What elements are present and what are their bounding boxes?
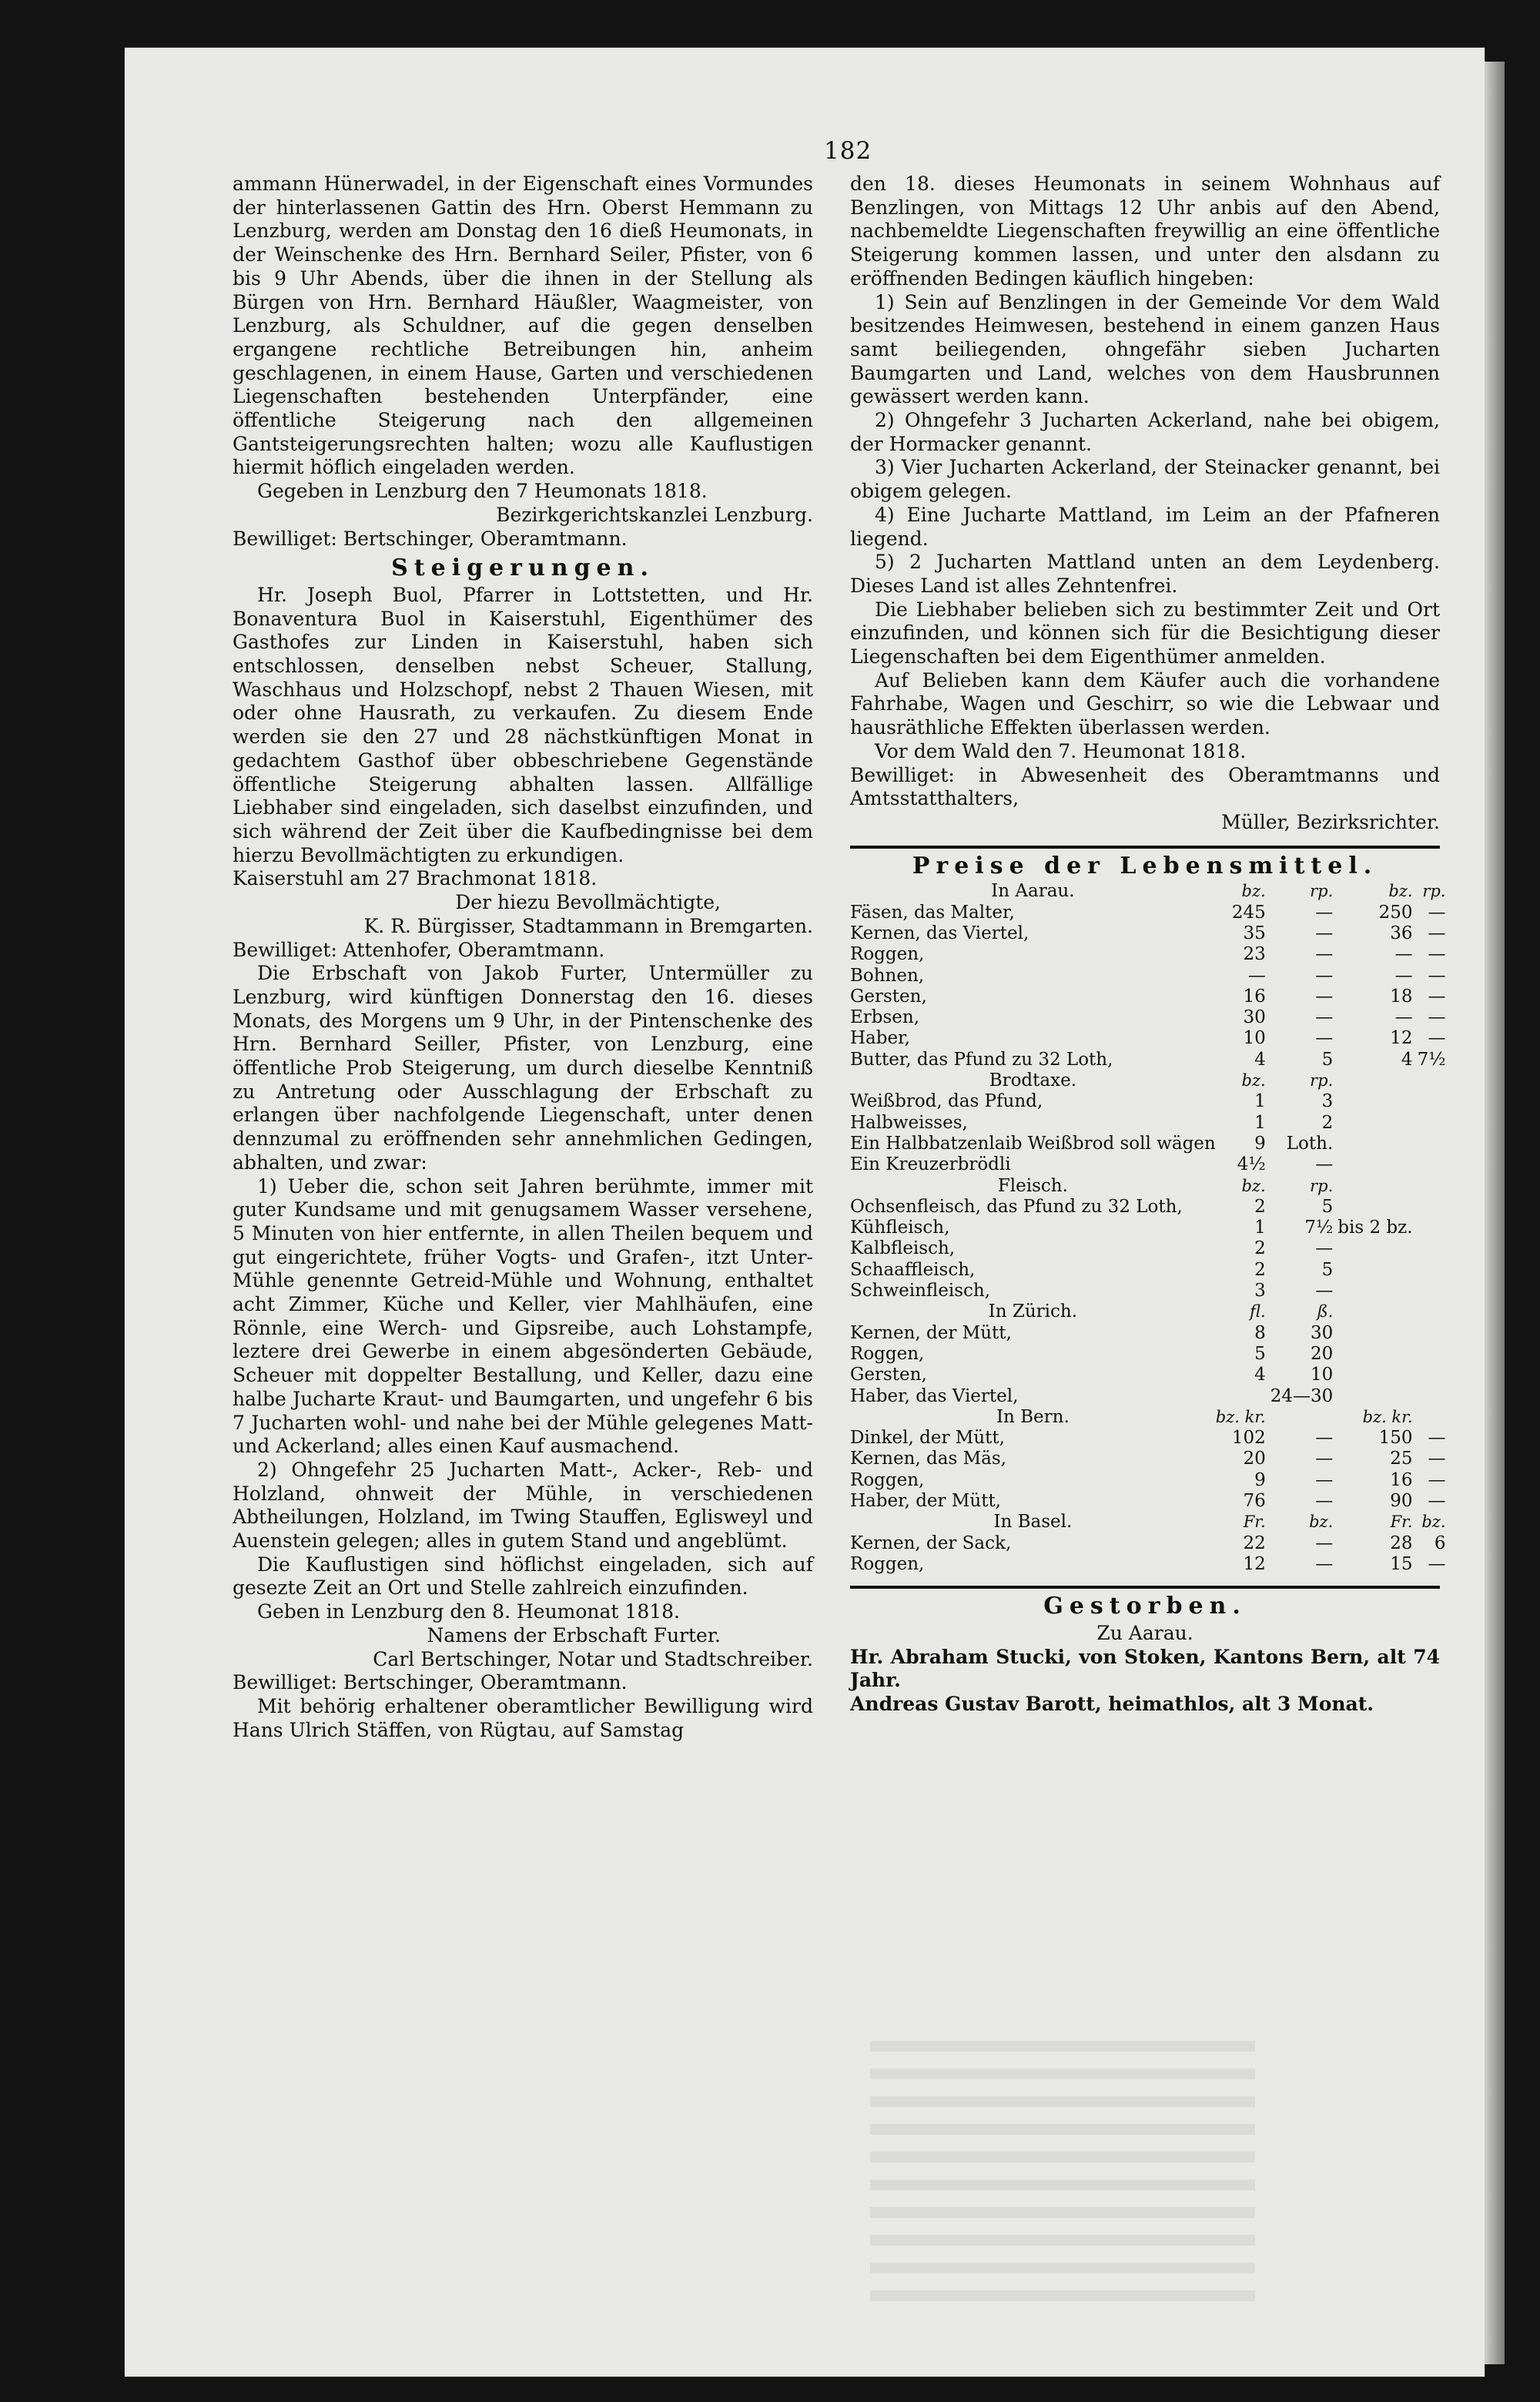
price-value: [1337, 1197, 1417, 1218]
price-label: Roggen,: [850, 1343, 925, 1364]
price-value: bz.: [1241, 1071, 1266, 1090]
price-value: —: [1428, 902, 1446, 923]
price-value: [1337, 1134, 1417, 1154]
price-row: [850, 923, 1451, 944]
price-row: [850, 1533, 1451, 1554]
price-row: [850, 1091, 1451, 1112]
price-section-header: [850, 1512, 1451, 1533]
price-value: —: [1315, 1553, 1334, 1574]
price-value: bz.: [1241, 882, 1266, 901]
price-value: 2: [1254, 1238, 1266, 1259]
price-label: Kernen, der Sack,: [850, 1533, 1012, 1553]
price-label: In Basel.: [993, 1512, 1073, 1533]
price-value: [1418, 1260, 1451, 1281]
price-value: [1337, 1238, 1417, 1259]
price-value: 9: [1254, 1133, 1266, 1154]
price-value: rp.: [1422, 882, 1446, 901]
price-value: —: [1428, 1491, 1446, 1511]
paragraph: 3) Vier Jucharten Ackerland, der Steinacker genannt, bei obigem gelegen.: [850, 456, 1440, 503]
price-value: bz.: [1309, 1513, 1334, 1532]
price-value: bz. kr.: [1215, 1407, 1266, 1426]
price-value: [1337, 1365, 1417, 1385]
price-value: —: [1315, 965, 1334, 986]
price-row: [850, 1470, 1451, 1491]
price-value: —: [1315, 1469, 1334, 1490]
price-row: [850, 987, 1451, 1007]
price-row: [850, 1386, 1451, 1407]
price-value: [1337, 1281, 1417, 1302]
price-label: Bohnen,: [850, 965, 925, 986]
section-rule: [850, 846, 1440, 849]
price-value: [1337, 1260, 1417, 1281]
paragraph: Die Erbschaft von Jakob Furter, Untermüller zu Lenzburg, wird künftigen Donnerstag den 16. dieses Monats, des Morgens um 9 Uhr, in der Pintenschenke des Hrn. Bernhard Seiller, Pfister, von Lenzburg, eine öffentliche Prob Steigerung, um durch dieselbe Kenntniß zu Antretung oder Ausschlagung der Erbschaft zu erlangen über nachfolgende Liegenschaft, unter denen dennzumal zu eröffnenden sehr annehmlichen Gedingen, abhalten, und zwar:: [233, 962, 813, 1174]
price-row: [850, 1365, 1451, 1385]
paragraph: den 18. dieses Heumonats in seinem Wohnhaus auf Benzlingen, von Mittags 12 Uhr anbis auf den Abend, nachbemeldte Liegenschaften freywillig an eine öffentliche Steigerung kommen lassen, und unter den alsdann zu eröffnenden Bedingen käuflich hingeben:: [850, 173, 1440, 290]
price-value: [1337, 1344, 1417, 1365]
left-column: [233, 173, 813, 1742]
price-value: bz.: [1421, 1513, 1446, 1532]
price-value: 23: [1243, 944, 1266, 965]
price-value: 1: [1254, 1112, 1266, 1133]
price-value: 30: [1310, 1322, 1334, 1343]
page-edge-shadow: [1485, 62, 1505, 2364]
price-value: Fr.: [1390, 1513, 1413, 1532]
paragraph: Gegeben in Lenzburg den 7 Heumonats 1818.: [257, 480, 708, 503]
price-row: [850, 903, 1451, 923]
price-value: [1418, 1281, 1451, 1302]
price-value: 2: [1321, 1112, 1334, 1133]
price-value: bis 2 bz.: [1337, 1218, 1413, 1238]
price-section-header: [850, 1407, 1451, 1428]
price-value: 16: [1243, 986, 1266, 1007]
price-value: [1337, 1154, 1417, 1175]
death-entry: Andreas Gustav Barott, heimathlos, alt 3 Monat.: [850, 1693, 1374, 1715]
price-value: 4: [1254, 1049, 1266, 1070]
paragraph: 1) Ueber die, schon seit Jahren berühmte, immer mit guter Kundsame und mit genugsamem Wasser versehene, 5 Minuten von hier entfernte, in allen Theilen bequem und gut eingerichtete, früher Vogts- und Grafen-, itzt Unter-Mühle genennte Getreid-Mühle und Wohnung, enthaltet acht Zimmer, Küche und Keller, vier Mahlhäufen, eine Rönnle, eine Werch- und Gipsreibe, auch Lohstampfe, leztere drei Gewerbe in einem abgesönderten Gebäude, Scheuer mit doppelter Bestallung, und Keller, dazu eine halbe Jucharte Kraut- und Baumgarten, und ungefehr 6 bis 7 Jucharten wohl- und nahe bei der Mühle gelegenes Matt- und Ackerland; alles einen Kauf ausmachend.: [233, 1174, 813, 1458]
price-value: 12: [1390, 1028, 1413, 1049]
price-value: ß.: [1317, 1302, 1334, 1322]
price-value: —: [1315, 1007, 1334, 1028]
bleed-through-text: [870, 2041, 1255, 2318]
price-section-header: [850, 1302, 1451, 1322]
price-value: —: [1428, 1553, 1446, 1574]
price-value: 150: [1378, 1428, 1413, 1449]
price-value: bz.: [1388, 882, 1413, 901]
paragraph: Der hiezu Bevollmächtigte,: [455, 891, 721, 914]
price-row: [850, 944, 1451, 965]
price-value: —: [1315, 1281, 1334, 1302]
price-value: Loth.: [1286, 1133, 1334, 1154]
price-value: rp.: [1310, 882, 1334, 901]
price-row: [850, 1028, 1451, 1049]
price-value: [1418, 1344, 1451, 1365]
price-label: Butter, das Pfund zu 32 Loth,: [850, 1049, 1113, 1070]
paragraph: Bezirkgerichtskanzlei Lenzburg.: [496, 503, 813, 526]
price-value: [1418, 1176, 1451, 1197]
paragraph: Auf Belieben kann dem Käufer auch die vorhandene Fahrhabe, Wagen und Geschirr, so wie die Lebwaar und hausräthliche Effekten überlassen werden.: [850, 668, 1440, 739]
price-value: [1418, 1323, 1451, 1344]
paragraph: Die Kauflustigen sind höflichst eingeladen, sich auf gesezte Zeit an Ort und Stelle zahlreich einzufinden.: [233, 1553, 813, 1600]
price-label: Weißbrod, das Pfund,: [850, 1091, 1043, 1112]
paragraph: Hr. Joseph Buol, Pfarrer in Lottstetten, und Hr. Bonaventura Buol in Kaiserstuhl, Eigenthümer des Gasthofes zur Linden in Kaiserstuhl, haben sich entschlossen, denselben nebst Scheuer, Stallung, Waschhaus und Holzschopf, nebst 2 Thauen Wiesen, mit oder ohne Hausrath, zu verkaufen. Zu diesem Ende werden sie den 27 und 28 nächstkünftigen Monat in gedachtem Gasthof über obbeschriebene Gegenstände öffentliche Steigerung abhalten lassen. Allfällige Liebhaber sind eingeladen, sich daselbst einzufinden, und sich während der Zeit über die Kaufbedingnisse bei dem hierzu Bevollmächtigten zu erkundigen.: [233, 583, 813, 866]
right-column: [850, 173, 1446, 1717]
price-value: Fr.: [1243, 1513, 1266, 1532]
paragraph: Vor dem Wald den 7. Heumonat 1818.: [875, 739, 1247, 762]
price-value: 1: [1254, 1218, 1266, 1238]
price-label: Haber, das Viertel,: [850, 1385, 1019, 1406]
price-value: 8: [1254, 1322, 1266, 1343]
price-value: [1418, 1407, 1451, 1428]
price-row: [850, 1449, 1451, 1469]
right-column-notices: [850, 173, 1440, 835]
price-label: Ochsenfleisch, das Pfund zu 32 Loth,: [850, 1196, 1183, 1217]
price-row: [850, 1260, 1451, 1281]
death-entry: Hr. Abraham Stucki, von Stoken, Kantons Bern, alt 74 Jahr.: [850, 1645, 1440, 1692]
price-value: —: [1315, 1428, 1334, 1449]
section-heading: Steigerungen.: [391, 554, 654, 582]
price-value: —: [1428, 1449, 1446, 1469]
price-row: [850, 1218, 1451, 1238]
price-row: [850, 1113, 1451, 1134]
price-value: [1337, 1302, 1417, 1322]
price-value: 90: [1390, 1491, 1413, 1511]
price-value: 7½: [1304, 1218, 1334, 1238]
deaths-title: Gestorben.: [1043, 1593, 1247, 1620]
price-value: —: [1315, 944, 1334, 965]
price-value: rp.: [1310, 1071, 1334, 1090]
price-section-header: [850, 1070, 1451, 1091]
price-value: [1337, 1113, 1417, 1134]
price-value: [1418, 1302, 1451, 1322]
paragraph: ammann Hünerwadel, in der Eigenschaft eines Vormundes der hinterlassenen Gattin des Hrn. Oberst Hemmann zu Lenzburg, werden am Donstag den 16 dieß Heumonats, in der Weinschenke des Hrn. Bernhard Seiler, Pfister, von 6 bis 9 Uhr Abends, über die ihnen in der Stellung als Bürgen von Hrn. Bernhard Häußler, Waagmeister, von Lenzburg, als Schuldner, auf die gegen denselben ergangene rechtliche Betreibungen hin, anheim geschlagenen, in einem Hause, Garten und verschiedenen Liegenschaften bestehenden Unterpfänder, eine öffentliche Steigerung nach den allgemeinen Gantsteigerungsrechten halten; wozu alle Kauflustigen hiermit höflich eingeladen werden.: [233, 173, 813, 479]
price-value: —: [1315, 1238, 1334, 1259]
paragraph: Geben in Lenzburg den 8. Heumonat 1818.: [257, 1600, 680, 1623]
price-value: —: [1394, 1007, 1413, 1028]
price-value: —: [1315, 986, 1334, 1007]
price-section-header: [850, 1176, 1451, 1197]
price-value: 5: [1321, 1049, 1334, 1070]
price-label: Gersten,: [850, 1365, 927, 1385]
price-value: 5: [1321, 1259, 1334, 1280]
prices-table: [850, 881, 1451, 1575]
price-row: [850, 1154, 1451, 1175]
price-value: bz. kr.: [1362, 1407, 1413, 1426]
price-value: 4: [1401, 1049, 1413, 1070]
price-value: 2: [1254, 1196, 1266, 1217]
price-label: Fäsen, das Malter,: [850, 902, 1015, 923]
price-value: [1418, 1154, 1451, 1175]
prices-title: Preise der Lebensmittel.: [912, 852, 1378, 879]
price-value: 12: [1243, 1553, 1266, 1574]
price-label: Kernen, der Mütt,: [850, 1322, 1012, 1343]
price-value: 76: [1243, 1491, 1266, 1511]
deaths-list: [850, 1646, 1440, 1717]
paragraph: Bewilliget: Bertschinger, Oberamtmann.: [233, 1671, 628, 1694]
paragraph: 2) Ohngefehr 25 Jucharten Matt-, Acker-, Reb- und Holzland, ohnweit der Mühle, in verschiedenen Abtheilungen, Holzland, im Twing Stauffen, Eglisweyl und Auenstein gelegen; alles in gutem Stand und angeblümt.: [233, 1458, 813, 1553]
price-label: In Zürich.: [988, 1302, 1078, 1322]
price-value: [1337, 1176, 1417, 1197]
price-label: Schaaffleisch,: [850, 1259, 976, 1280]
price-value: [1418, 1134, 1451, 1154]
price-value: 30: [1243, 1007, 1266, 1028]
price-value: —: [1315, 1449, 1334, 1469]
price-row: [850, 1050, 1451, 1070]
paragraph: 1) Sein auf Benzlingen in der Gemeinde Vor dem Wald besitzendes Heimwesen, bestehend in einem ganzen Haus samt beiliegenden, ohngefähr sieben Jucharten Baumgarten und Land, welches von dem Hausbrunnen gewässert werden kann.: [850, 290, 1440, 408]
price-label: Ein Halbbatzenlaib Weißbrod soll wägen: [850, 1133, 1216, 1154]
price-section-header: [850, 881, 1451, 902]
price-value: —: [1428, 1469, 1446, 1490]
paragraph: Mit behörig erhaltener oberamtlicher Bewilligung wird Hans Ulrich Stäffen, von Rügtau, auf Samstag: [233, 1695, 813, 1741]
price-value: —: [1428, 923, 1446, 943]
paragraph: Carl Bertschinger, Notar und Stadtschreiber.: [373, 1647, 813, 1670]
price-value: 1: [1254, 1091, 1266, 1112]
price-value: [1418, 1365, 1451, 1385]
paragraph: 2) Ohngefehr 3 Jucharten Ackerland, nahe bei obigem, der Hormacker genannt.: [850, 409, 1440, 455]
price-value: fl.: [1250, 1302, 1266, 1322]
price-value: [1418, 1238, 1451, 1259]
price-label: Roggen,: [850, 944, 925, 965]
price-value: 28: [1390, 1533, 1413, 1553]
price-value: [1418, 1386, 1451, 1407]
page-number: 182: [824, 137, 872, 165]
price-value: 5: [1321, 1196, 1334, 1217]
price-value: [1270, 1407, 1338, 1428]
price-label: Brodtaxe.: [989, 1070, 1077, 1091]
price-row: [850, 1344, 1451, 1365]
price-value: —: [1315, 1533, 1334, 1553]
price-value: 5: [1254, 1343, 1266, 1364]
price-value: 22: [1243, 1533, 1266, 1553]
price-label: Roggen,: [850, 1469, 925, 1490]
price-value: —: [1247, 965, 1266, 986]
price-value: 9: [1254, 1469, 1266, 1490]
price-label: Dinkel, der Mütt,: [850, 1428, 1005, 1449]
paragraph: Die Liebhaber belieben sich zu bestimmter Zeit und Ort einzufinden, und können sich für die Besichtigung dieser Liegenschaften bei dem Eigenthümer anmelden.: [850, 598, 1440, 668]
price-row: [850, 1281, 1451, 1302]
price-value: 3: [1321, 1091, 1334, 1112]
price-label: In Bern.: [996, 1406, 1070, 1427]
price-value: —: [1428, 986, 1446, 1007]
price-value: [1418, 1070, 1451, 1091]
price-label: Kalbfleisch,: [850, 1238, 956, 1259]
price-value: 102: [1231, 1428, 1266, 1449]
price-value: —: [1428, 965, 1446, 986]
price-value: —: [1315, 923, 1334, 943]
price-value: 18: [1390, 986, 1413, 1007]
price-value: [1216, 1386, 1270, 1407]
price-row: [850, 1238, 1451, 1259]
price-label: Ein Kreuzerbrödli: [850, 1154, 1011, 1175]
price-value: [1337, 1323, 1417, 1344]
price-label: Fleisch.: [997, 1175, 1068, 1196]
price-value: 245: [1231, 902, 1266, 923]
price-value: —: [1315, 1028, 1334, 1049]
price-label: Haber, der Mütt,: [850, 1491, 1001, 1511]
price-label: Erbsen,: [850, 1007, 920, 1028]
price-value: 35: [1243, 923, 1266, 943]
price-value: 2: [1254, 1259, 1266, 1280]
price-row: [850, 1323, 1451, 1344]
price-row: [850, 1007, 1451, 1028]
price-value: —: [1428, 1028, 1446, 1049]
price-value: [1418, 1218, 1451, 1238]
price-row: [850, 1491, 1451, 1512]
paragraph: Bewilliget: Attenhofer, Oberamtmann.: [233, 938, 605, 961]
price-value: [1337, 1091, 1417, 1112]
price-label: Schweinfleisch,: [850, 1281, 991, 1302]
paragraph: Bewilliget: in Abwesenheit des Oberamtmanns und Amtsstatthalters,: [850, 763, 1440, 810]
paragraph: 5) 2 Jucharten Mattland unten an dem Leydenberg. Dieses Land ist alles Zehntenfrei.: [850, 551, 1440, 597]
section-rule: [850, 1586, 1440, 1589]
price-value: —: [1315, 1491, 1334, 1511]
price-value: 4½: [1237, 1154, 1266, 1175]
price-value: 6: [1434, 1533, 1446, 1553]
price-value: —: [1315, 1154, 1334, 1175]
price-value: —: [1428, 944, 1446, 965]
price-label: In Aarau.: [991, 881, 1075, 902]
price-value: [1418, 1197, 1451, 1218]
price-value: 7½: [1417, 1049, 1446, 1070]
paragraph: Kaiserstuhl am 27 Brachmonat 1818.: [233, 867, 598, 890]
price-row: [850, 966, 1451, 987]
price-row: [850, 1197, 1451, 1218]
price-value: [1418, 1113, 1451, 1134]
price-value: [1418, 1091, 1451, 1112]
price-label: Kühfleisch,: [850, 1218, 950, 1238]
price-value: [1337, 1070, 1417, 1091]
price-value: [1337, 1386, 1417, 1407]
price-value: —: [1428, 1428, 1446, 1449]
price-label: Kernen, das Mäs,: [850, 1449, 1006, 1469]
paragraph: Namens der Erbschaft Furter.: [427, 1623, 721, 1647]
price-label: Haber,: [850, 1028, 910, 1049]
price-value: 36: [1390, 923, 1413, 943]
deaths-place: Zu Aarau.: [1096, 1621, 1194, 1644]
price-value: rp.: [1310, 1176, 1334, 1195]
price-value: 24—30: [1270, 1385, 1334, 1406]
price-row: [850, 1134, 1451, 1154]
price-value: 20: [1310, 1343, 1334, 1364]
price-value: —: [1315, 902, 1334, 923]
price-row: [850, 1428, 1451, 1449]
price-value: —: [1428, 1007, 1446, 1028]
paragraph: 4) Eine Jucharte Mattland, im Leim an der Pfafneren liegend.: [850, 503, 1440, 550]
price-label: Roggen,: [850, 1553, 925, 1574]
price-value: 16: [1390, 1469, 1413, 1490]
price-value: 10: [1310, 1365, 1334, 1385]
paragraph: Müller, Bezirksrichter.: [1221, 810, 1440, 833]
price-value: 3: [1254, 1281, 1266, 1302]
price-row: [850, 1554, 1451, 1575]
price-value: —: [1394, 965, 1413, 986]
price-value: 20: [1243, 1449, 1266, 1469]
price-value: bz.: [1241, 1176, 1266, 1195]
price-value: 25: [1390, 1449, 1413, 1469]
price-value: 15: [1390, 1553, 1413, 1574]
price-value: 250: [1378, 902, 1413, 923]
paragraph: Bewilliget: Bertschinger, Oberamtmann.: [233, 527, 628, 550]
price-label: Halbweisses,: [850, 1112, 968, 1133]
price-value: —: [1394, 944, 1413, 965]
price-label: Gersten,: [850, 986, 927, 1007]
price-label: Kernen, das Viertel,: [850, 923, 1029, 943]
price-value: 10: [1243, 1028, 1266, 1049]
price-value: 4: [1254, 1365, 1266, 1385]
paragraph: K. R. Bürgisser, Stadtammann in Bremgarten.: [363, 914, 813, 937]
